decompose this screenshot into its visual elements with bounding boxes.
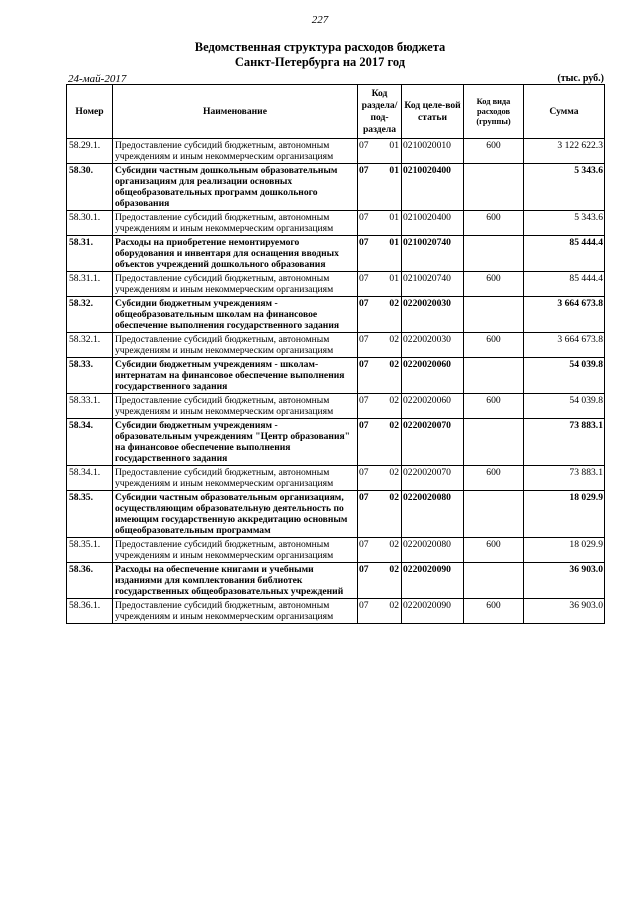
- header-name: Наименование: [113, 85, 358, 139]
- row-section: [358, 272, 402, 297]
- row-section: [358, 394, 402, 419]
- row-sum: 85 444.4: [524, 236, 605, 272]
- row-expense-type: [464, 491, 524, 538]
- row-number: 58.36.: [67, 563, 113, 599]
- row-sum: 73 883.1: [524, 419, 605, 466]
- subsection-code: 02: [389, 359, 399, 370]
- row-target-code: 0220020080: [402, 538, 464, 563]
- row-target-code: 0220020060: [402, 394, 464, 419]
- row-number: 58.31.1.: [67, 272, 113, 297]
- table-row: [67, 358, 605, 394]
- row-target-code: 0210020740: [402, 272, 464, 297]
- subsection-code: 01: [389, 140, 399, 151]
- row-name: Предоставление субсидий бюджетным, автономным учреждениям и иным некоммерческим организациям: [113, 211, 358, 236]
- table-header-row: [67, 85, 605, 139]
- row-expense-type: 600: [464, 272, 524, 297]
- row-sum: 73 883.1: [524, 466, 605, 491]
- subsection-code: 02: [389, 395, 399, 406]
- row-section: [358, 297, 402, 333]
- document-title: [0, 40, 640, 70]
- section-code: 07: [359, 273, 369, 284]
- row-expense-type: [464, 358, 524, 394]
- row-sum: 3 122 622.3: [524, 139, 605, 164]
- section-code: 07: [359, 539, 369, 550]
- row-section: [358, 164, 402, 211]
- table-row: [67, 599, 605, 624]
- header-num: Номер: [67, 85, 113, 139]
- table-row: [67, 419, 605, 466]
- row-name: Субсидии бюджетным учреждениям - школам-интернатам на финансовое обеспечение выполнения государственного задания: [113, 358, 358, 394]
- row-section: [358, 358, 402, 394]
- subsection-code: 02: [389, 334, 399, 345]
- row-number: 58.35.1.: [67, 538, 113, 563]
- row-sum: 3 664 673.8: [524, 333, 605, 358]
- row-number: 58.32.1.: [67, 333, 113, 358]
- row-target-code: 0220020090: [402, 563, 464, 599]
- row-number: 58.31.: [67, 236, 113, 272]
- row-target-code: 0220020070: [402, 419, 464, 466]
- row-target-code: 0210020400: [402, 211, 464, 236]
- table-row: [67, 394, 605, 419]
- row-sum: 18 029.9: [524, 538, 605, 563]
- section-code: 07: [359, 420, 369, 431]
- row-sum: 36 903.0: [524, 563, 605, 599]
- subsection-code: 02: [389, 539, 399, 550]
- row-sum: 54 039.8: [524, 394, 605, 419]
- table-row: [67, 139, 605, 164]
- row-target-code: 0220020090: [402, 599, 464, 624]
- row-expense-type: [464, 236, 524, 272]
- row-name: Предоставление субсидий бюджетным, автономным учреждениям и иным некоммерческим организациям: [113, 139, 358, 164]
- section-code: 07: [359, 237, 369, 248]
- header-code: Код целе-вой статьи: [402, 85, 464, 139]
- row-sum: 5 343.6: [524, 164, 605, 211]
- subsection-code: 01: [389, 212, 399, 223]
- title-line-1: Ведомственная структура расходов бюджета: [194, 40, 446, 54]
- row-expense-type: 600: [464, 211, 524, 236]
- row-name: Субсидии частным дошкольным образовательным организациям для реализации основных общеобразовательных программ дошкольного образования: [113, 164, 358, 211]
- row-section: [358, 211, 402, 236]
- document-date: 24-май-2017: [68, 73, 127, 85]
- table-row: [67, 538, 605, 563]
- row-number: 58.30.1.: [67, 211, 113, 236]
- subsection-code: 02: [389, 600, 399, 611]
- section-code: 07: [359, 467, 369, 478]
- row-number: 58.33.: [67, 358, 113, 394]
- row-name: Расходы на обеспечение книгами и учебными изданиями для комплектования библиотек государственных общеобразовательных учреждений: [113, 563, 358, 599]
- section-code: 07: [359, 359, 369, 370]
- table-row: [67, 333, 605, 358]
- units-label: (тыс. руб.): [557, 73, 604, 84]
- title-line-2: Санкт-Петербурга на 2017 год: [234, 55, 406, 69]
- row-number: 58.36.1.: [67, 599, 113, 624]
- subsection-code: 01: [389, 273, 399, 284]
- page-number: 227: [311, 14, 329, 26]
- row-sum: 18 029.9: [524, 491, 605, 538]
- table-row: [67, 211, 605, 236]
- row-expense-type: 600: [464, 333, 524, 358]
- row-name: Предоставление субсидий бюджетным, автономным учреждениям и иным некоммерческим организациям: [113, 599, 358, 624]
- budget-table: [66, 84, 605, 624]
- row-section: [358, 599, 402, 624]
- subsection-code: 01: [389, 237, 399, 248]
- row-sum: 54 039.8: [524, 358, 605, 394]
- section-code: 07: [359, 564, 369, 575]
- header-section: Код раздела/ под-раздела: [358, 85, 402, 139]
- subsection-code: 02: [389, 492, 399, 503]
- row-section: [358, 236, 402, 272]
- row-name: Предоставление субсидий бюджетным, автономным учреждениям и иным некоммерческим организациям: [113, 538, 358, 563]
- row-target-code: 0220020060: [402, 358, 464, 394]
- section-code: 07: [359, 600, 369, 611]
- row-target-code: 0220020070: [402, 466, 464, 491]
- row-number: 58.32.: [67, 297, 113, 333]
- row-expense-type: 600: [464, 538, 524, 563]
- row-section: [358, 333, 402, 358]
- row-name: Предоставление субсидий бюджетным, автономным учреждениям и иным некоммерческим организациям: [113, 394, 358, 419]
- section-code: 07: [359, 492, 369, 503]
- row-expense-type: [464, 563, 524, 599]
- row-name: Субсидии частным образовательным организациям, осуществляющим образовательную деятельность по имеющим государственную аккредитацию основным общеобразовательным программам: [113, 491, 358, 538]
- row-target-code: 0210020740: [402, 236, 464, 272]
- section-code: 07: [359, 212, 369, 223]
- row-expense-type: [464, 164, 524, 211]
- table-row: [67, 272, 605, 297]
- section-code: 07: [359, 334, 369, 345]
- row-expense-type: 600: [464, 466, 524, 491]
- subsection-code: 02: [389, 564, 399, 575]
- row-section: [358, 491, 402, 538]
- row-name: Предоставление субсидий бюджетным, автономным учреждениям и иным некоммерческим организациям: [113, 272, 358, 297]
- row-section: [358, 563, 402, 599]
- row-name: Субсидии бюджетным учреждениям - общеобразовательным школам на финансовое обеспечение выполнения государственного задания: [113, 297, 358, 333]
- header-vid: Код вида расходов (группы): [464, 85, 524, 139]
- header-sum: Сумма: [524, 85, 605, 139]
- subsection-code: 02: [389, 420, 399, 431]
- row-number: 58.30.: [67, 164, 113, 211]
- row-number: 58.34.1.: [67, 466, 113, 491]
- row-section: [358, 466, 402, 491]
- row-section: [358, 538, 402, 563]
- row-section: [358, 419, 402, 466]
- row-number: 58.35.: [67, 491, 113, 538]
- row-name: Субсидии бюджетным учреждениям - образовательным учреждениям "Центр образования" на финансовое обеспечение выполнения государственного задания: [113, 419, 358, 466]
- table-row: [67, 297, 605, 333]
- section-code: 07: [359, 298, 369, 309]
- subsection-code: 02: [389, 298, 399, 309]
- row-expense-type: 600: [464, 599, 524, 624]
- section-code: 07: [359, 165, 369, 176]
- row-target-code: 0210020400: [402, 164, 464, 211]
- table-row: [67, 164, 605, 211]
- row-expense-type: 600: [464, 394, 524, 419]
- section-code: 07: [359, 395, 369, 406]
- row-expense-type: [464, 297, 524, 333]
- row-number: 58.29.1.: [67, 139, 113, 164]
- row-expense-type: [464, 419, 524, 466]
- row-name: Расходы на приобретение немонтируемого оборудования и инвентаря для оснащения вводных объектов учреждений дошкольного образования: [113, 236, 358, 272]
- row-target-code: 0210020010: [402, 139, 464, 164]
- row-target-code: 0220020080: [402, 491, 464, 538]
- row-section: [358, 139, 402, 164]
- row-sum: 5 343.6: [524, 211, 605, 236]
- row-sum: 36 903.0: [524, 599, 605, 624]
- table-row: [67, 466, 605, 491]
- subsection-code: 02: [389, 467, 399, 478]
- row-expense-type: 600: [464, 139, 524, 164]
- table-row: [67, 563, 605, 599]
- row-number: 58.34.: [67, 419, 113, 466]
- table-row: [67, 491, 605, 538]
- row-number: 58.33.1.: [67, 394, 113, 419]
- subsection-code: 01: [389, 165, 399, 176]
- row-name: Предоставление субсидий бюджетным, автономным учреждениям и иным некоммерческим организациям: [113, 333, 358, 358]
- row-target-code: 0220020030: [402, 297, 464, 333]
- row-sum: 3 664 673.8: [524, 297, 605, 333]
- table-row: [67, 236, 605, 272]
- row-sum: 85 444.4: [524, 272, 605, 297]
- row-target-code: 0220020030: [402, 333, 464, 358]
- section-code: 07: [359, 140, 369, 151]
- row-name: Предоставление субсидий бюджетным, автономным учреждениям и иным некоммерческим организациям: [113, 466, 358, 491]
